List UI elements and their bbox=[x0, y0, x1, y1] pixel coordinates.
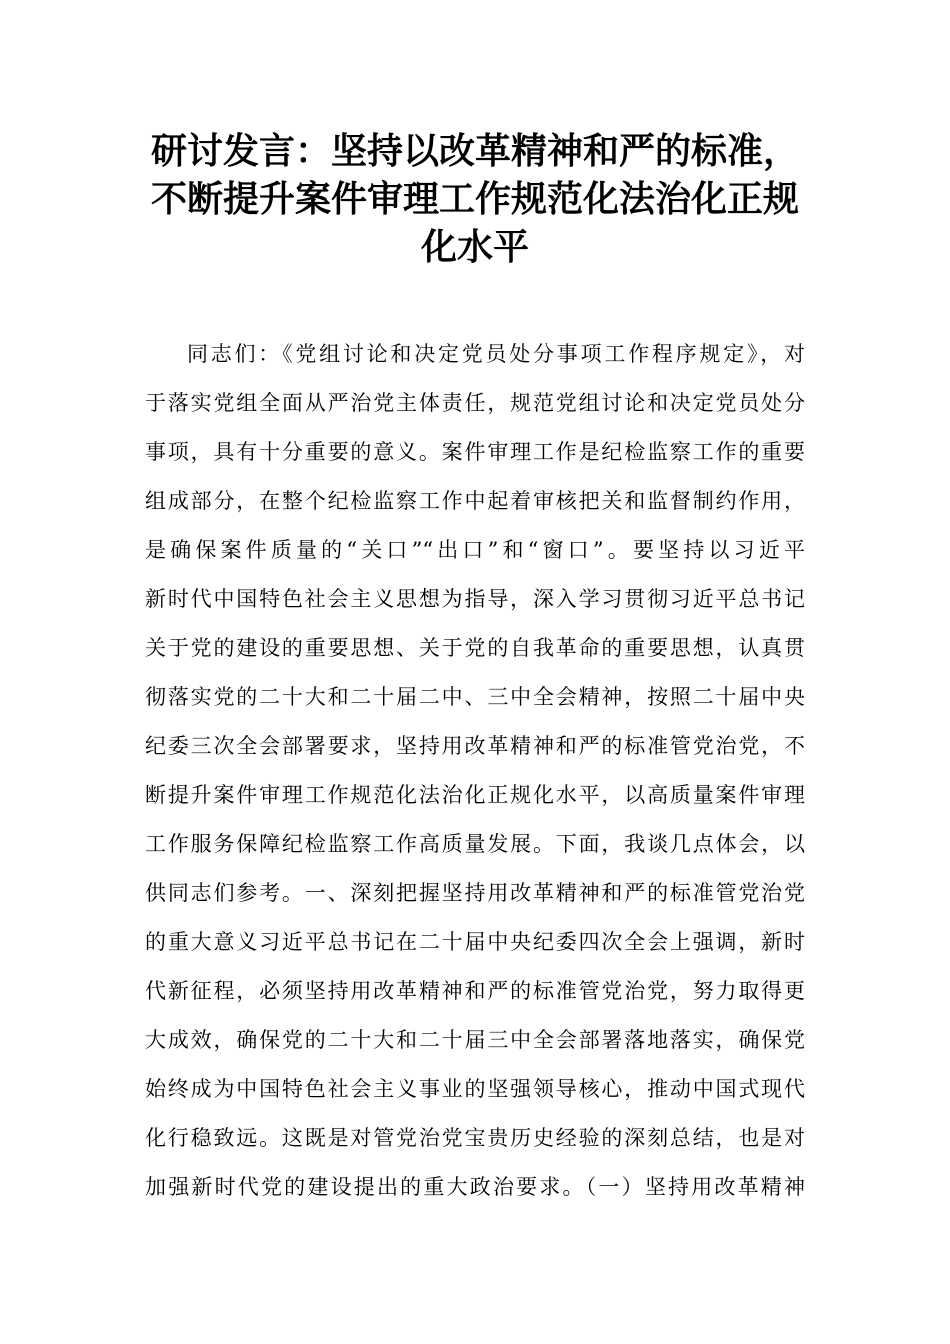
body-line: 关于党的建设的重要思想、关于党的自我革命的重要思想，认真贯 bbox=[145, 636, 805, 660]
body-line: 组成部分，在整个纪检监察工作中起着审核把关和监督制约作用， bbox=[145, 489, 805, 513]
document-title bbox=[140, 128, 810, 272]
title-line: 研讨发言：坚持以改革精神和严的标准， bbox=[150, 131, 799, 172]
body-line: 始终成为中国特色社会主义事业的坚强领导核心，推动中国式现代 bbox=[145, 1077, 805, 1101]
body-line: 断提升案件审理工作规范化法治化正规化水平，以高质量案件审理 bbox=[145, 783, 805, 807]
body-line: 加强新时代党的建设提出的重大政治要求。（一）坚持用改革精神 bbox=[145, 1175, 805, 1199]
body-line: 新时代中国特色社会主义思想为指导，深入学习贯彻习近平总书记 bbox=[145, 587, 805, 611]
body-line: 同志们：《党组讨论和决定党员处分事项工作程序规定》，对 bbox=[187, 342, 805, 366]
body-line: 大成效，确保党的二十大和二十届三中全会部署落地落实，确保党 bbox=[145, 1028, 805, 1052]
body-line: 代新征程，必须坚持用改革精神和严的标准管党治党，努力取得更 bbox=[145, 979, 805, 1003]
body-line: 化行稳致远。这既是对管党治党宝贵历史经验的深刻总结，也是对 bbox=[145, 1126, 805, 1150]
body-line: 纪委三次全会部署要求，坚持用改革精神和严的标准管党治党，不 bbox=[145, 734, 805, 758]
document-body bbox=[145, 330, 805, 1212]
body-line: 是确保案件质量的“关口”“出口”和“窗口”。要坚持以习近平 bbox=[145, 538, 805, 562]
body-line: 彻落实党的二十大和二十届二中、三中全会精神，按照二十届中央 bbox=[145, 685, 805, 709]
body-line: 事项，具有十分重要的意义。案件审理工作是纪检监察工作的重要 bbox=[145, 440, 805, 464]
body-line: 供同志们参考。一、深刻把握坚持用改革精神和严的标准管党治党 bbox=[145, 881, 805, 905]
body-line: 工作服务保障纪检监察工作高质量发展。下面，我谈几点体会，以 bbox=[145, 832, 805, 856]
title-line: 不断提升案件审理工作规范化法治化正规 bbox=[150, 179, 799, 220]
body-line: 于落实党组全面从严治党主体责任，规范党组讨论和决定党员处分 bbox=[145, 391, 805, 415]
body-line: 的重大意义习近平总书记在二十届中央纪委四次全会上强调，新时 bbox=[145, 930, 805, 954]
title-line: 化水平 bbox=[420, 227, 529, 268]
